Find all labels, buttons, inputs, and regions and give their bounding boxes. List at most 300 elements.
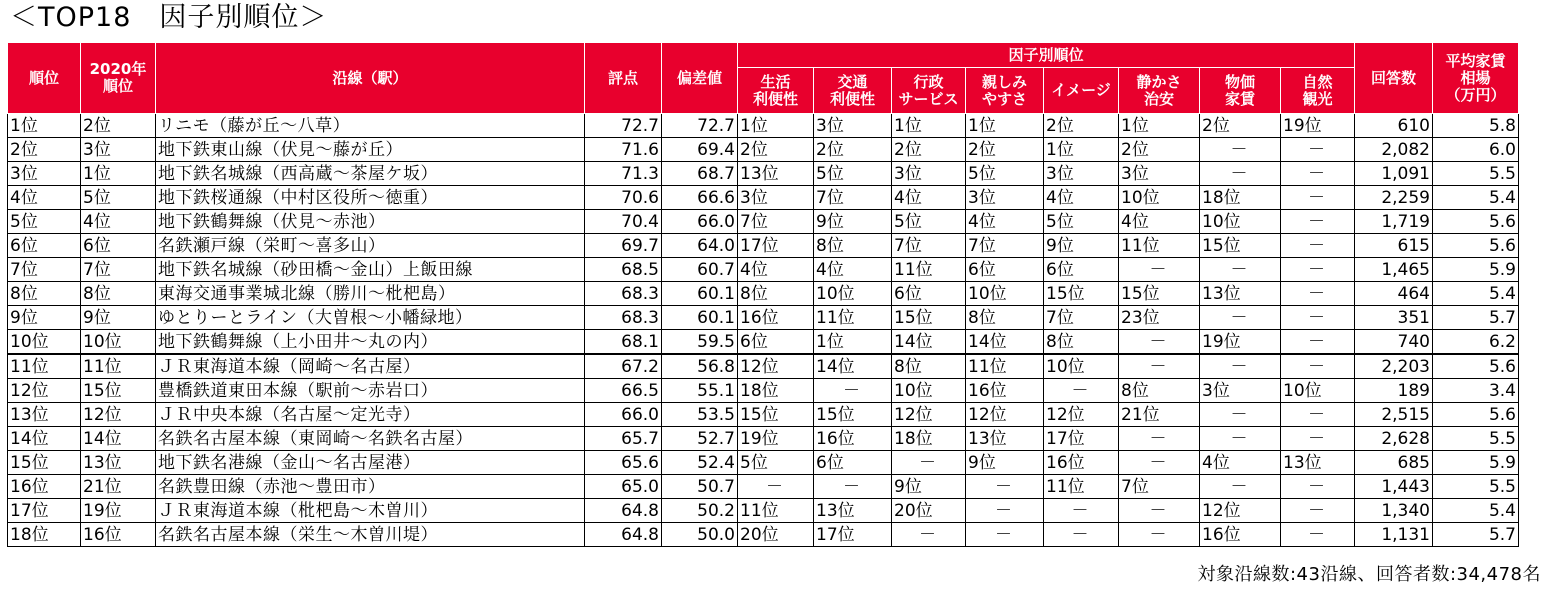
rank-cell: 17位 [8, 499, 81, 523]
prev-rank-cell: 2位 [81, 114, 156, 138]
factor-rank-cell: 10位 [1119, 186, 1200, 210]
factor-rank-cell: 1位 [814, 330, 892, 355]
line-name-cell: 豊橋鉄道東田本線（駅前～赤岩口） [156, 379, 585, 403]
score-cell: 66.0 [585, 403, 662, 427]
factor-rank-cell: － [1200, 354, 1281, 379]
factor-rank-cell: 1位 [966, 114, 1044, 138]
factor-rank-cell: 6位 [892, 282, 966, 306]
rent-cell: 3.4 [1433, 379, 1519, 403]
line-name-cell: 地下鉄名城線（西高蔵～茶屋ケ坂） [156, 162, 585, 186]
header-prev-rank [81, 43, 156, 114]
factor-rank-cell: 16位 [738, 306, 814, 330]
deviation-cell: 56.8 [662, 354, 738, 379]
deviation-cell: 66.6 [662, 186, 738, 210]
prev-rank-cell: 1位 [81, 162, 156, 186]
line-name-cell: リニモ（藤が丘～八草） [156, 114, 585, 138]
prev-rank-cell: 13位 [81, 451, 156, 475]
factor-rank-cell: 4位 [1119, 210, 1200, 234]
rent-cell: 5.6 [1433, 403, 1519, 427]
factor-rank-cell: 14位 [892, 330, 966, 355]
factor-rank-cell: 17位 [814, 523, 892, 547]
prev-rank-cell: 7位 [81, 258, 156, 282]
factor-rank-cell: － [1281, 162, 1355, 186]
factor-rank-cell: 18位 [892, 427, 966, 451]
factor-rank-cell: － [892, 523, 966, 547]
factor-rank-cell: 1位 [892, 114, 966, 138]
factor-rank-cell: 8位 [966, 306, 1044, 330]
table-row [8, 330, 1519, 355]
score-cell: 71.3 [585, 162, 662, 186]
header-factor-line1: 生活 [760, 72, 791, 91]
factor-rank-cell: － [1044, 379, 1119, 403]
factor-rank-cell: 15位 [892, 306, 966, 330]
prev-rank-cell: 15位 [81, 379, 156, 403]
factor-rank-cell: 4位 [966, 210, 1044, 234]
factor-rank-cell: － [1200, 138, 1281, 162]
table-row [8, 379, 1519, 403]
score-cell: 68.3 [585, 282, 662, 306]
deviation-cell: 52.4 [662, 451, 738, 475]
factor-rank-cell: － [966, 523, 1044, 547]
factor-rank-cell: 16位 [966, 379, 1044, 403]
ranking-table [7, 42, 1519, 547]
header-rent-line3: （万円） [1445, 85, 1506, 104]
responses-cell: 1,465 [1355, 258, 1433, 282]
deviation-cell: 50.2 [662, 499, 738, 523]
factor-rank-cell: － [1281, 499, 1355, 523]
factor-rank-cell: 12位 [966, 403, 1044, 427]
factor-rank-cell: 7位 [1044, 306, 1119, 330]
table-row [8, 523, 1519, 547]
factor-rank-cell: 3位 [1044, 162, 1119, 186]
header-score: 評点 [585, 43, 662, 114]
table-row [8, 499, 1519, 523]
table-row [8, 258, 1519, 282]
factor-rank-cell: － [1281, 403, 1355, 427]
factor-rank-cell: 11位 [892, 258, 966, 282]
factor-rank-cell: 1位 [1044, 138, 1119, 162]
table-row [8, 427, 1519, 451]
score-cell: 69.7 [585, 234, 662, 258]
line-name-cell: 名鉄豊田線（赤池～豊田市） [156, 475, 585, 499]
rank-cell: 13位 [8, 403, 81, 427]
rank-cell: 1位 [8, 114, 81, 138]
factor-rank-cell: 6位 [1044, 258, 1119, 282]
score-cell: 68.5 [585, 258, 662, 282]
rent-cell: 5.5 [1433, 427, 1519, 451]
factor-rank-cell: － [1281, 354, 1355, 379]
deviation-cell: 68.7 [662, 162, 738, 186]
rent-cell: 5.4 [1433, 186, 1519, 210]
rank-cell: 15位 [8, 451, 81, 475]
factor-rank-cell: － [1200, 162, 1281, 186]
responses-cell: 1,443 [1355, 475, 1433, 499]
header-rent-line1: 平均家賃 [1445, 51, 1506, 70]
header-factor-line2: やすさ [981, 89, 1027, 108]
factor-rank-cell: 9位 [966, 451, 1044, 475]
factor-rank-cell: 11位 [1119, 234, 1200, 258]
factor-rank-cell: 10位 [1044, 354, 1119, 379]
line-name-cell: ＪＲ東海道本線（岡崎～名古屋） [156, 354, 585, 379]
score-cell: 67.2 [585, 354, 662, 379]
score-cell: 64.8 [585, 499, 662, 523]
table-row [8, 306, 1519, 330]
score-cell: 66.5 [585, 379, 662, 403]
factor-rank-cell: － [1281, 523, 1355, 547]
factor-rank-cell: 4位 [1044, 186, 1119, 210]
score-cell: 64.8 [585, 523, 662, 547]
factor-rank-cell: 13位 [738, 162, 814, 186]
rent-cell: 5.5 [1433, 162, 1519, 186]
deviation-cell: 53.5 [662, 403, 738, 427]
factor-rank-cell: 7位 [892, 234, 966, 258]
table-row [8, 234, 1519, 258]
factor-rank-cell: 8位 [814, 234, 892, 258]
header-factor-line1: 交通 [837, 72, 868, 91]
factor-rank-cell: 15位 [814, 403, 892, 427]
factor-rank-cell: － [1119, 330, 1200, 355]
factor-rank-cell: 8位 [738, 282, 814, 306]
line-name-cell: 地下鉄鶴舞線（伏見～赤池） [156, 210, 585, 234]
header-factor [1281, 68, 1355, 114]
factor-rank-cell: － [1200, 258, 1281, 282]
footer-note: 対象沿線数:43沿線、回答者数:34,478名 [1197, 564, 1541, 585]
deviation-cell: 60.7 [662, 258, 738, 282]
factor-rank-cell: 14位 [966, 330, 1044, 355]
deviation-cell: 60.1 [662, 306, 738, 330]
factor-rank-cell: 1位 [1119, 114, 1200, 138]
header-factor [738, 68, 814, 114]
rent-cell: 5.6 [1433, 210, 1519, 234]
rent-cell: 5.6 [1433, 354, 1519, 379]
factor-rank-cell: 11位 [814, 306, 892, 330]
factor-rank-cell: 7位 [966, 234, 1044, 258]
table-row [8, 186, 1519, 210]
prev-rank-cell: 16位 [81, 523, 156, 547]
rent-cell: 5.4 [1433, 282, 1519, 306]
prev-rank-cell: 19位 [81, 499, 156, 523]
factor-rank-cell: 5位 [814, 162, 892, 186]
line-name-cell: 名鉄名古屋本線（東岡崎～名鉄名古屋） [156, 427, 585, 451]
rent-cell: 5.6 [1433, 234, 1519, 258]
factor-rank-cell: － [1119, 451, 1200, 475]
table-row [8, 162, 1519, 186]
factor-rank-cell: 12位 [738, 354, 814, 379]
prev-rank-cell: 21位 [81, 475, 156, 499]
factor-rank-cell: 3位 [738, 186, 814, 210]
rank-cell: 12位 [8, 379, 81, 403]
responses-cell: 685 [1355, 451, 1433, 475]
factor-rank-cell: 2位 [814, 138, 892, 162]
header-rank: 順位 [8, 43, 81, 114]
rent-cell: 5.7 [1433, 523, 1519, 547]
factor-rank-cell: 4位 [814, 258, 892, 282]
rank-cell: 4位 [8, 186, 81, 210]
factor-rank-cell: 5位 [738, 451, 814, 475]
factor-rank-cell: 2位 [966, 138, 1044, 162]
table-row [8, 403, 1519, 427]
responses-cell: 2,082 [1355, 138, 1433, 162]
rank-cell: 14位 [8, 427, 81, 451]
line-name-cell: 東海交通事業城北線（勝川～枇杷島） [156, 282, 585, 306]
factor-rank-cell: 14位 [814, 354, 892, 379]
factor-rank-cell: 5位 [892, 210, 966, 234]
rank-cell: 6位 [8, 234, 81, 258]
line-name-cell: 地下鉄名城線（砂田橋～金山）上飯田線 [156, 258, 585, 282]
factor-rank-cell: 13位 [814, 499, 892, 523]
score-cell: 68.1 [585, 330, 662, 355]
factor-rank-cell: 2位 [892, 138, 966, 162]
factor-rank-cell: 12位 [892, 403, 966, 427]
factor-rank-cell: 7位 [814, 186, 892, 210]
header-factor [966, 68, 1044, 114]
header-factor-line2: 観光 [1302, 89, 1333, 108]
rank-cell: 3位 [8, 162, 81, 186]
prev-rank-cell: 14位 [81, 427, 156, 451]
rent-cell: 5.9 [1433, 258, 1519, 282]
deviation-cell: 69.4 [662, 138, 738, 162]
rank-cell: 2位 [8, 138, 81, 162]
rent-cell: 6.0 [1433, 138, 1519, 162]
factor-rank-cell: － [1281, 234, 1355, 258]
factor-rank-cell: － [1281, 475, 1355, 499]
factor-rank-cell: 6位 [966, 258, 1044, 282]
score-cell: 68.3 [585, 306, 662, 330]
factor-rank-cell: 11位 [1044, 475, 1119, 499]
factor-rank-cell: － [1119, 354, 1200, 379]
header-factor-line2: 家賃 [1224, 89, 1255, 108]
factor-rank-cell: － [1044, 499, 1119, 523]
factor-rank-cell: － [966, 499, 1044, 523]
factor-rank-cell: 13位 [966, 427, 1044, 451]
rank-cell: 11位 [8, 354, 81, 379]
factor-rank-cell: 7位 [1119, 475, 1200, 499]
factor-rank-cell: 5位 [1044, 210, 1119, 234]
responses-cell: 464 [1355, 282, 1433, 306]
header-factor-line1: 静かさ [1136, 72, 1182, 91]
responses-cell: 1,719 [1355, 210, 1433, 234]
responses-cell: 610 [1355, 114, 1433, 138]
deviation-cell: 72.7 [662, 114, 738, 138]
header-factor [1044, 68, 1119, 114]
prev-rank-cell: 8位 [81, 282, 156, 306]
line-name-cell: 地下鉄桜通線（中村区役所～徳重） [156, 186, 585, 210]
factor-rank-cell: － [738, 475, 814, 499]
score-cell: 70.4 [585, 210, 662, 234]
responses-cell: 1,091 [1355, 162, 1433, 186]
factor-rank-cell: 13位 [1200, 282, 1281, 306]
rent-cell: 5.7 [1433, 306, 1519, 330]
prev-rank-cell: 5位 [81, 186, 156, 210]
rank-cell: 10位 [8, 330, 81, 355]
factor-rank-cell: 23位 [1119, 306, 1200, 330]
factor-rank-cell: 9位 [814, 210, 892, 234]
header-factor-line1: 自然 [1302, 72, 1333, 91]
factor-rank-cell: － [1281, 186, 1355, 210]
header-factor-line2: 利便性 [829, 89, 875, 108]
header-factor [1200, 68, 1281, 114]
rent-cell: 5.4 [1433, 499, 1519, 523]
factor-rank-cell: 8位 [1044, 330, 1119, 355]
header-factor-line1: 物価 [1224, 72, 1255, 91]
factor-rank-cell: 6位 [814, 451, 892, 475]
factor-rank-cell: 10位 [966, 282, 1044, 306]
factor-rank-cell: － [1200, 475, 1281, 499]
factor-rank-cell: － [1119, 499, 1200, 523]
factor-rank-cell: － [814, 379, 892, 403]
factor-rank-cell: 4位 [892, 186, 966, 210]
score-cell: 65.0 [585, 475, 662, 499]
header-factor [814, 68, 892, 114]
factor-rank-cell: 16位 [1044, 451, 1119, 475]
factor-rank-cell: 3位 [966, 186, 1044, 210]
factor-rank-cell: 9位 [892, 475, 966, 499]
factor-rank-cell: 10位 [814, 282, 892, 306]
header-factor-line1: イメージ [1051, 81, 1111, 99]
line-name-cell: 名鉄瀬戸線（栄町～喜多山） [156, 234, 585, 258]
factor-rank-cell: － [1281, 138, 1355, 162]
factor-rank-cell: 15位 [1044, 282, 1119, 306]
score-cell: 65.6 [585, 451, 662, 475]
factor-rank-cell: 2位 [738, 138, 814, 162]
page-title: ＜TOP18 因子別順位＞ [10, 2, 328, 33]
factor-rank-cell: － [1119, 258, 1200, 282]
responses-cell: 2,515 [1355, 403, 1433, 427]
factor-rank-cell: 10位 [1200, 210, 1281, 234]
table-row [8, 354, 1519, 379]
prev-rank-cell: 11位 [81, 354, 156, 379]
header-factor [1119, 68, 1200, 114]
factor-rank-cell: 16位 [814, 427, 892, 451]
factor-rank-cell: 2位 [1200, 114, 1281, 138]
rank-cell: 16位 [8, 475, 81, 499]
factor-rank-cell: 21位 [1119, 403, 1200, 427]
factor-rank-cell: 11位 [966, 354, 1044, 379]
factor-rank-cell: 3位 [1119, 162, 1200, 186]
line-name-cell: 地下鉄名港線（金山～名古屋港） [156, 451, 585, 475]
factor-rank-cell: － [1119, 427, 1200, 451]
score-cell: 65.7 [585, 427, 662, 451]
factor-rank-cell: 16位 [1200, 523, 1281, 547]
rent-cell: 5.5 [1433, 475, 1519, 499]
header-factor-group: 因子別順位 [738, 43, 1355, 68]
rank-cell: 8位 [8, 282, 81, 306]
factor-rank-cell: 1位 [738, 114, 814, 138]
deviation-cell: 55.1 [662, 379, 738, 403]
deviation-cell: 50.7 [662, 475, 738, 499]
table-row [8, 114, 1519, 138]
prev-rank-cell: 9位 [81, 306, 156, 330]
rank-cell: 5位 [8, 210, 81, 234]
factor-rank-cell: 8位 [1119, 379, 1200, 403]
deviation-cell: 64.0 [662, 234, 738, 258]
factor-rank-cell: 3位 [1200, 379, 1281, 403]
factor-rank-cell: － [1281, 282, 1355, 306]
rank-cell: 9位 [8, 306, 81, 330]
factor-rank-cell: － [1200, 427, 1281, 451]
factor-rank-cell: 4位 [738, 258, 814, 282]
score-cell: 71.6 [585, 138, 662, 162]
factor-rank-cell: 10位 [892, 379, 966, 403]
factor-rank-cell: － [1200, 403, 1281, 427]
factor-rank-cell: 3位 [892, 162, 966, 186]
header-factor-line2: 治安 [1143, 89, 1174, 108]
rent-cell: 6.2 [1433, 330, 1519, 355]
header-deviation: 偏差値 [662, 43, 738, 114]
factor-rank-cell: － [1281, 306, 1355, 330]
factor-rank-cell: － [1281, 210, 1355, 234]
deviation-cell: 66.0 [662, 210, 738, 234]
factor-rank-cell: － [1200, 306, 1281, 330]
responses-cell: 1,340 [1355, 499, 1433, 523]
deviation-cell: 59.5 [662, 330, 738, 355]
factor-rank-cell: － [814, 475, 892, 499]
responses-cell: 615 [1355, 234, 1433, 258]
header-prev-rank-line2: 順位 [102, 77, 133, 95]
factor-rank-cell: 7位 [738, 210, 814, 234]
factor-rank-cell: 19位 [1200, 330, 1281, 355]
factor-rank-cell: 6位 [738, 330, 814, 355]
header-factor-line1: 親しみ [981, 72, 1027, 91]
factor-rank-cell: 18位 [1200, 186, 1281, 210]
line-name-cell: ＪＲ東海道本線（枇杷島～木曽川） [156, 499, 585, 523]
table-row [8, 475, 1519, 499]
prev-rank-cell: 10位 [81, 330, 156, 355]
responses-cell: 1,131 [1355, 523, 1433, 547]
factor-rank-cell: 9位 [1044, 234, 1119, 258]
header-line: 沿線（駅） [156, 43, 585, 114]
factor-rank-cell: 15位 [1119, 282, 1200, 306]
factor-rank-cell: 5位 [966, 162, 1044, 186]
header-factor [892, 68, 966, 114]
line-name-cell: 地下鉄鶴舞線（上小田井～丸の内） [156, 330, 585, 355]
rent-cell: 5.9 [1433, 451, 1519, 475]
table-row [8, 451, 1519, 475]
header-rent [1433, 43, 1519, 114]
table-row [8, 282, 1519, 306]
rank-cell: 7位 [8, 258, 81, 282]
header-factor-line1: 行政 [913, 72, 944, 91]
header-responses: 回答数 [1355, 43, 1433, 114]
responses-cell: 2,628 [1355, 427, 1433, 451]
deviation-cell: 60.1 [662, 282, 738, 306]
responses-cell: 189 [1355, 379, 1433, 403]
factor-rank-cell: 2位 [1119, 138, 1200, 162]
responses-cell: 2,203 [1355, 354, 1433, 379]
factor-rank-cell: 20位 [892, 499, 966, 523]
responses-cell: 740 [1355, 330, 1433, 355]
prev-rank-cell: 12位 [81, 403, 156, 427]
deviation-cell: 50.0 [662, 523, 738, 547]
score-cell: 70.6 [585, 186, 662, 210]
prev-rank-cell: 4位 [81, 210, 156, 234]
factor-rank-cell: 8位 [892, 354, 966, 379]
factor-rank-cell: 11位 [738, 499, 814, 523]
factor-rank-cell: 18位 [738, 379, 814, 403]
factor-rank-cell: － [892, 451, 966, 475]
factor-rank-cell: － [966, 475, 1044, 499]
score-cell: 72.7 [585, 114, 662, 138]
factor-rank-cell: 15位 [738, 403, 814, 427]
factor-rank-cell: － [1281, 258, 1355, 282]
factor-rank-cell: 15位 [1200, 234, 1281, 258]
header-rent-line2: 相場 [1460, 68, 1491, 87]
prev-rank-cell: 3位 [81, 138, 156, 162]
line-name-cell: ゆとりーとライン（大曽根～小幡緑地） [156, 306, 585, 330]
rent-cell: 5.8 [1433, 114, 1519, 138]
factor-rank-cell: 13位 [1281, 451, 1355, 475]
factor-rank-cell: 4位 [1200, 451, 1281, 475]
